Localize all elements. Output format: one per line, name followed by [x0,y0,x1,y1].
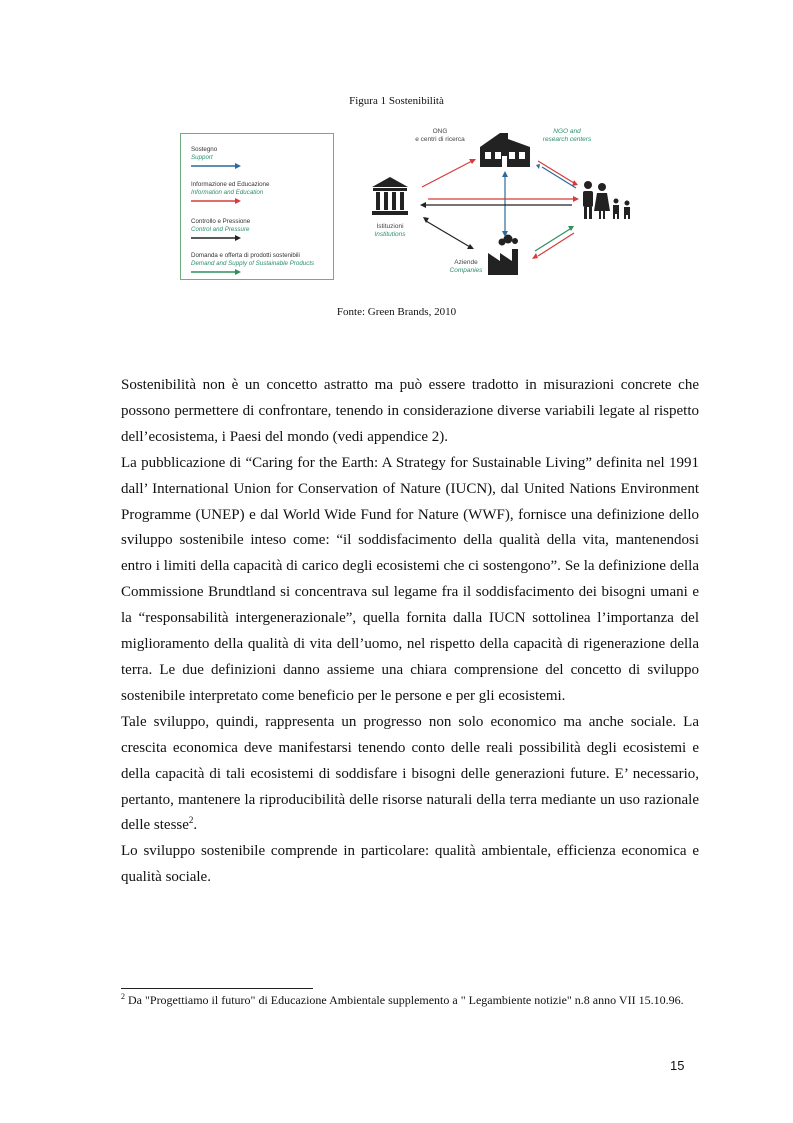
companies-label: Aziende Companies [449,259,483,274]
paragraph-4: Lo sviluppo sostenibile comprende in particolare: qualità ambientale, efficienza economica e qualità sociale. [121,843,699,886]
figure-source: Fonte: Green Brands, 2010 [336,306,457,318]
paragraph-2: La pubblicazione di “Caring for the Earth: A Strategy for Sustainable Living” definita nel 1991 dall’ International Union for Conservation of Nature (IUCN), dal United Nations Environment Programme (UNEP) e dal World Wide Fund for Nature (WWF), fornisce una definizione dello sviluppo sostenibile inteso come: “il soddisfacimento della qualità della vita, mantenendosi entro i limiti della capacità di carico degli ecosistemi che ci sostengono”. Se la definizione della Commissione Brundtland si concentrava sul legame fra il soddisfacimento dei bisogni umani e la “responsabilità intergenerazionale”, quella fornita dalla IUCN sottolinea l’importanza del miglioramento della qualità di vita dell’uomo, nel rispetto della capacità di rigenerazione della terra. Le due definizioni danno assieme una chiara comprensione del concetto di sviluppo sostenibile interpretato come beneficio per le persone e per gli ecosistemi. [121,454,699,704]
footnote-reference[interactable]: 2 [188,815,194,826]
red-arrow-icon [191,198,241,204]
page-number: 15 [670,1058,685,1073]
ngo-label-en: NGO and research centers [542,128,592,143]
paragraph-3: Tale sviluppo, quindi, rappresenta un progresso non solo economico ma anche sociale. La crescita economica deve manifestarsi tenendo conto delle reali possibilità degli ecosistemi e della capacità di tali ecosistemi di soddisfare i bisogni delle generazioni future. E’ necessario, pertanto, mantenere la riproducibilità delle risorse naturali della terra mediante un uso razionale delle stesse$^2$. [121,713,699,834]
family-people-icon [583,181,630,219]
sustainability-figure [180,125,640,290]
figure-legend [180,133,334,280]
body-text [121,373,699,891]
footnote: $^2$ Da "Progettiamo il futuro" di Educazione Ambientale supplemento a " Legambiente notizie" n.8 anno VII 15.10.96. [121,992,684,1007]
legend-item-demand: Domanda e offerta di prodotti sostenibili Demand and Supply of Sustainable Products [191,252,331,275]
paragraph-1: Sostenibilità non è un concetto astratto ma può essere tradotto in misurazioni concrete che possono permettere di confrontare, tenendo in considerazione diverse variabili legate al rispetto dell’ecosistema, i Paesi del mondo (vedi appendice 2). [121,377,699,445]
legend-item-information: Informazione ed Educazione Information and Education [191,181,331,204]
footnote-divider [121,988,313,989]
ngo-label: ONG e centri di ricerca [415,128,465,143]
legend-item-control: Controllo e Pressione Control and Pressure [191,218,331,241]
legend-item-support: Sostegno Support [191,146,331,169]
institutions-label: Istituzioni Institutions [374,223,406,238]
institution-building-icon [372,177,408,215]
green-arrow-icon [191,269,241,275]
figure-title: Figura 1 Sostenibilità [349,95,444,107]
blue-arrow-icon [191,163,241,169]
black-arrow-icon [191,235,241,241]
ngo-building-icon [480,133,530,167]
